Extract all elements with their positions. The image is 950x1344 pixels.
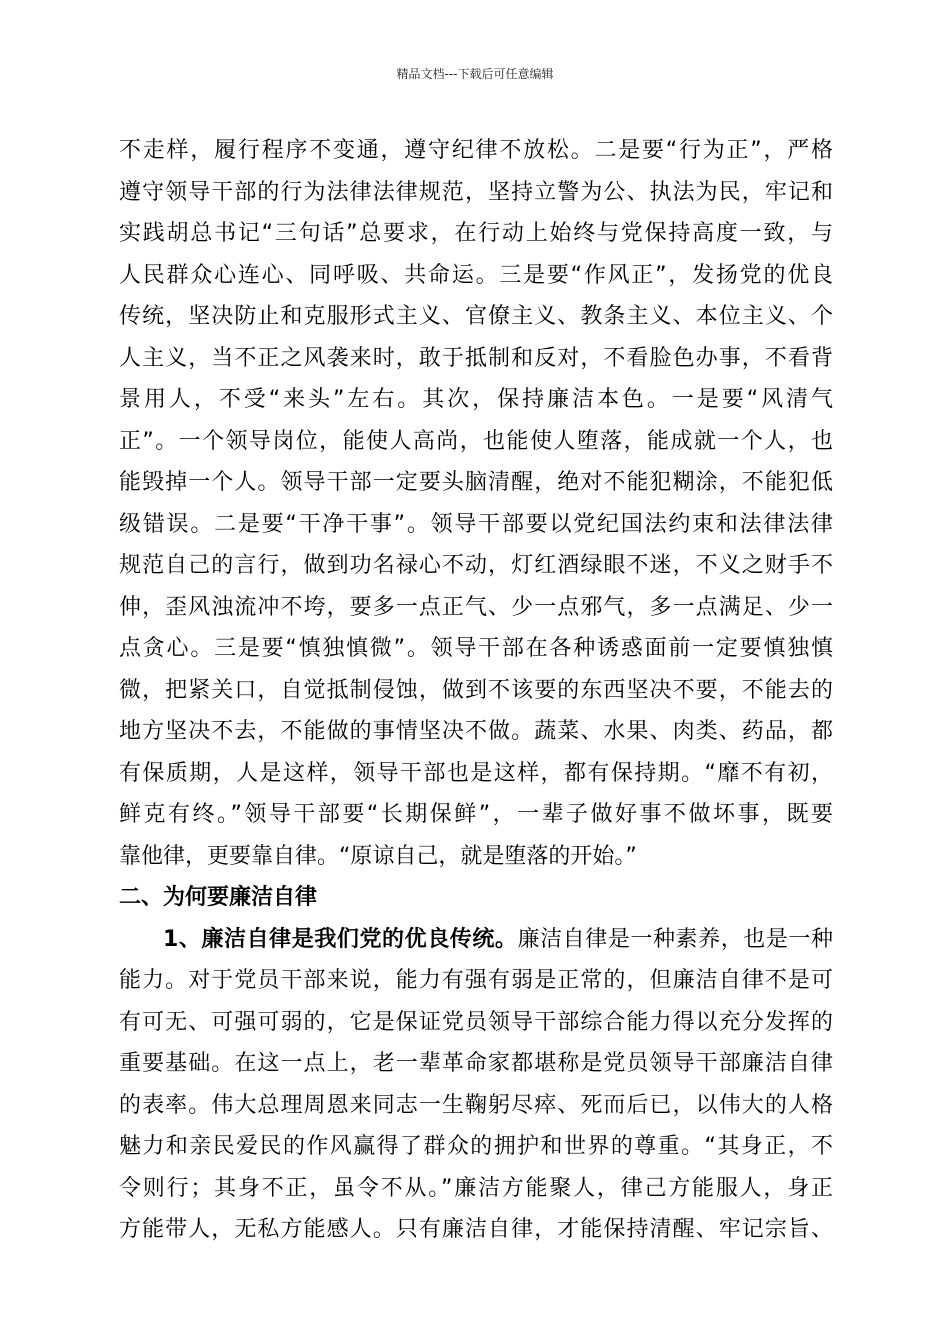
text-line: 人主义，当不正之风袭来时，敢于抵制和反对，不看脸色办事，不看背 xyxy=(119,345,833,371)
text-line: 能毁掉一个人。领导干部一定要头脑清醒，绝对不能犯糊涂，不能犯低 xyxy=(119,470,833,495)
text-line: 正”。一个领导岗位，能使人高尚，也能使人堕落，能成就一个人，也 xyxy=(119,428,833,454)
text-line: 有保质期，人是这样，领导干部也是这样，都有保持期。“靡不有初， xyxy=(119,760,833,786)
paragraph-2 xyxy=(119,919,833,1251)
paragraph-1 xyxy=(119,130,833,877)
text-line: 能力。对于党员干部来说，能力有强有弱是正常的，但廉洁自律不是可 xyxy=(119,968,833,993)
text-line: 重要基础。在这一点上，老一辈革命家都堪称是党员领导干部廉洁自律 xyxy=(119,1051,833,1076)
text-line: 不走样，履行程序不变通，遵守纪律不放松。二是要“行为正”，严格 xyxy=(119,138,833,163)
text-line: 方能带人，无私方能感人。只有廉洁自律，才能保持清醒、牢记宗旨、 xyxy=(119,1217,833,1242)
text-line: 实践胡总书记“三句话”总要求，在行动上始终与党保持高度一致，与 xyxy=(119,221,833,246)
text-line: 的表率。伟大总理周恩来同志一生鞠躬尽瘁、死而后已，以伟大的人格 xyxy=(119,1092,833,1118)
section-heading: 二、为何要廉洁自律 xyxy=(119,885,318,910)
text-line: 规范自己的言行，做到功名禄心不动，灯红酒绿眼不迷，不义之财手不 xyxy=(119,553,833,578)
text-line: 点贪心。三是要“慎独慎微”。领导干部在各种诱惑面前一定要慎独慎 xyxy=(119,636,833,661)
paragraph-lead-bold: 1、廉洁自律是我们党的优良传统。 xyxy=(163,926,518,952)
text-line: 伸，歪风浊流冲不垮，要多一点正气、少一点邪气，多一点满足、少一 xyxy=(119,594,833,620)
document-body xyxy=(119,130,833,1251)
text-line: 级错误。二是要“干净干事”。领导干部要以党纪国法约束和法律法律 xyxy=(119,511,833,537)
text-line: 靠他律，更要靠自律。“原谅自己，就是堕落的开始。” xyxy=(119,843,637,869)
text-line: 令则行；其身不正，虽令不从。”廉洁方能聚人，律己方能服人，身正 xyxy=(119,1175,833,1201)
text-line: 遵守领导干部的行为法律法律规范，坚持立警为公、执法为民，牢记和 xyxy=(119,179,833,205)
text-line: 微，把紧关口，自觉抵制侵蚀，做到不该要的东西坚决不要，不能去的 xyxy=(119,677,833,703)
text-line: 景用人，不受“来头”左右。其次，保持廉洁本色。一是要“风清气 xyxy=(119,387,833,412)
text-line: 传统，坚决防止和克服形式主义、官僚主义、教条主义、本位主义、个 xyxy=(119,304,833,329)
text-line: 有可无、可强可弱的，它是保证党员领导干部综合能力得以充分发挥的 xyxy=(119,1009,833,1035)
text-line: 鲜克有终。”领导干部要“长期保鲜”，一辈子做好事不做坏事，既要 xyxy=(119,802,833,827)
text-line: 人民群众心连心、同呼吸、共命运。三是要“作风正”，发扬党的优良 xyxy=(119,262,833,288)
text-line-first xyxy=(119,919,833,961)
text-line: 地方坚决不去，不能做的事情坚决不做。蔬菜、水果、肉类、药品，都 xyxy=(119,719,833,744)
text-line: 魅力和亲民爱民的作风赢得了群众的拥护和世界的尊重。“其身正，不 xyxy=(119,1134,833,1159)
paragraph-lead-rest: 廉洁自律是一种素养，也是一种 xyxy=(517,926,833,952)
page-header: 精品文档---下载后可任意编辑 xyxy=(396,67,554,81)
